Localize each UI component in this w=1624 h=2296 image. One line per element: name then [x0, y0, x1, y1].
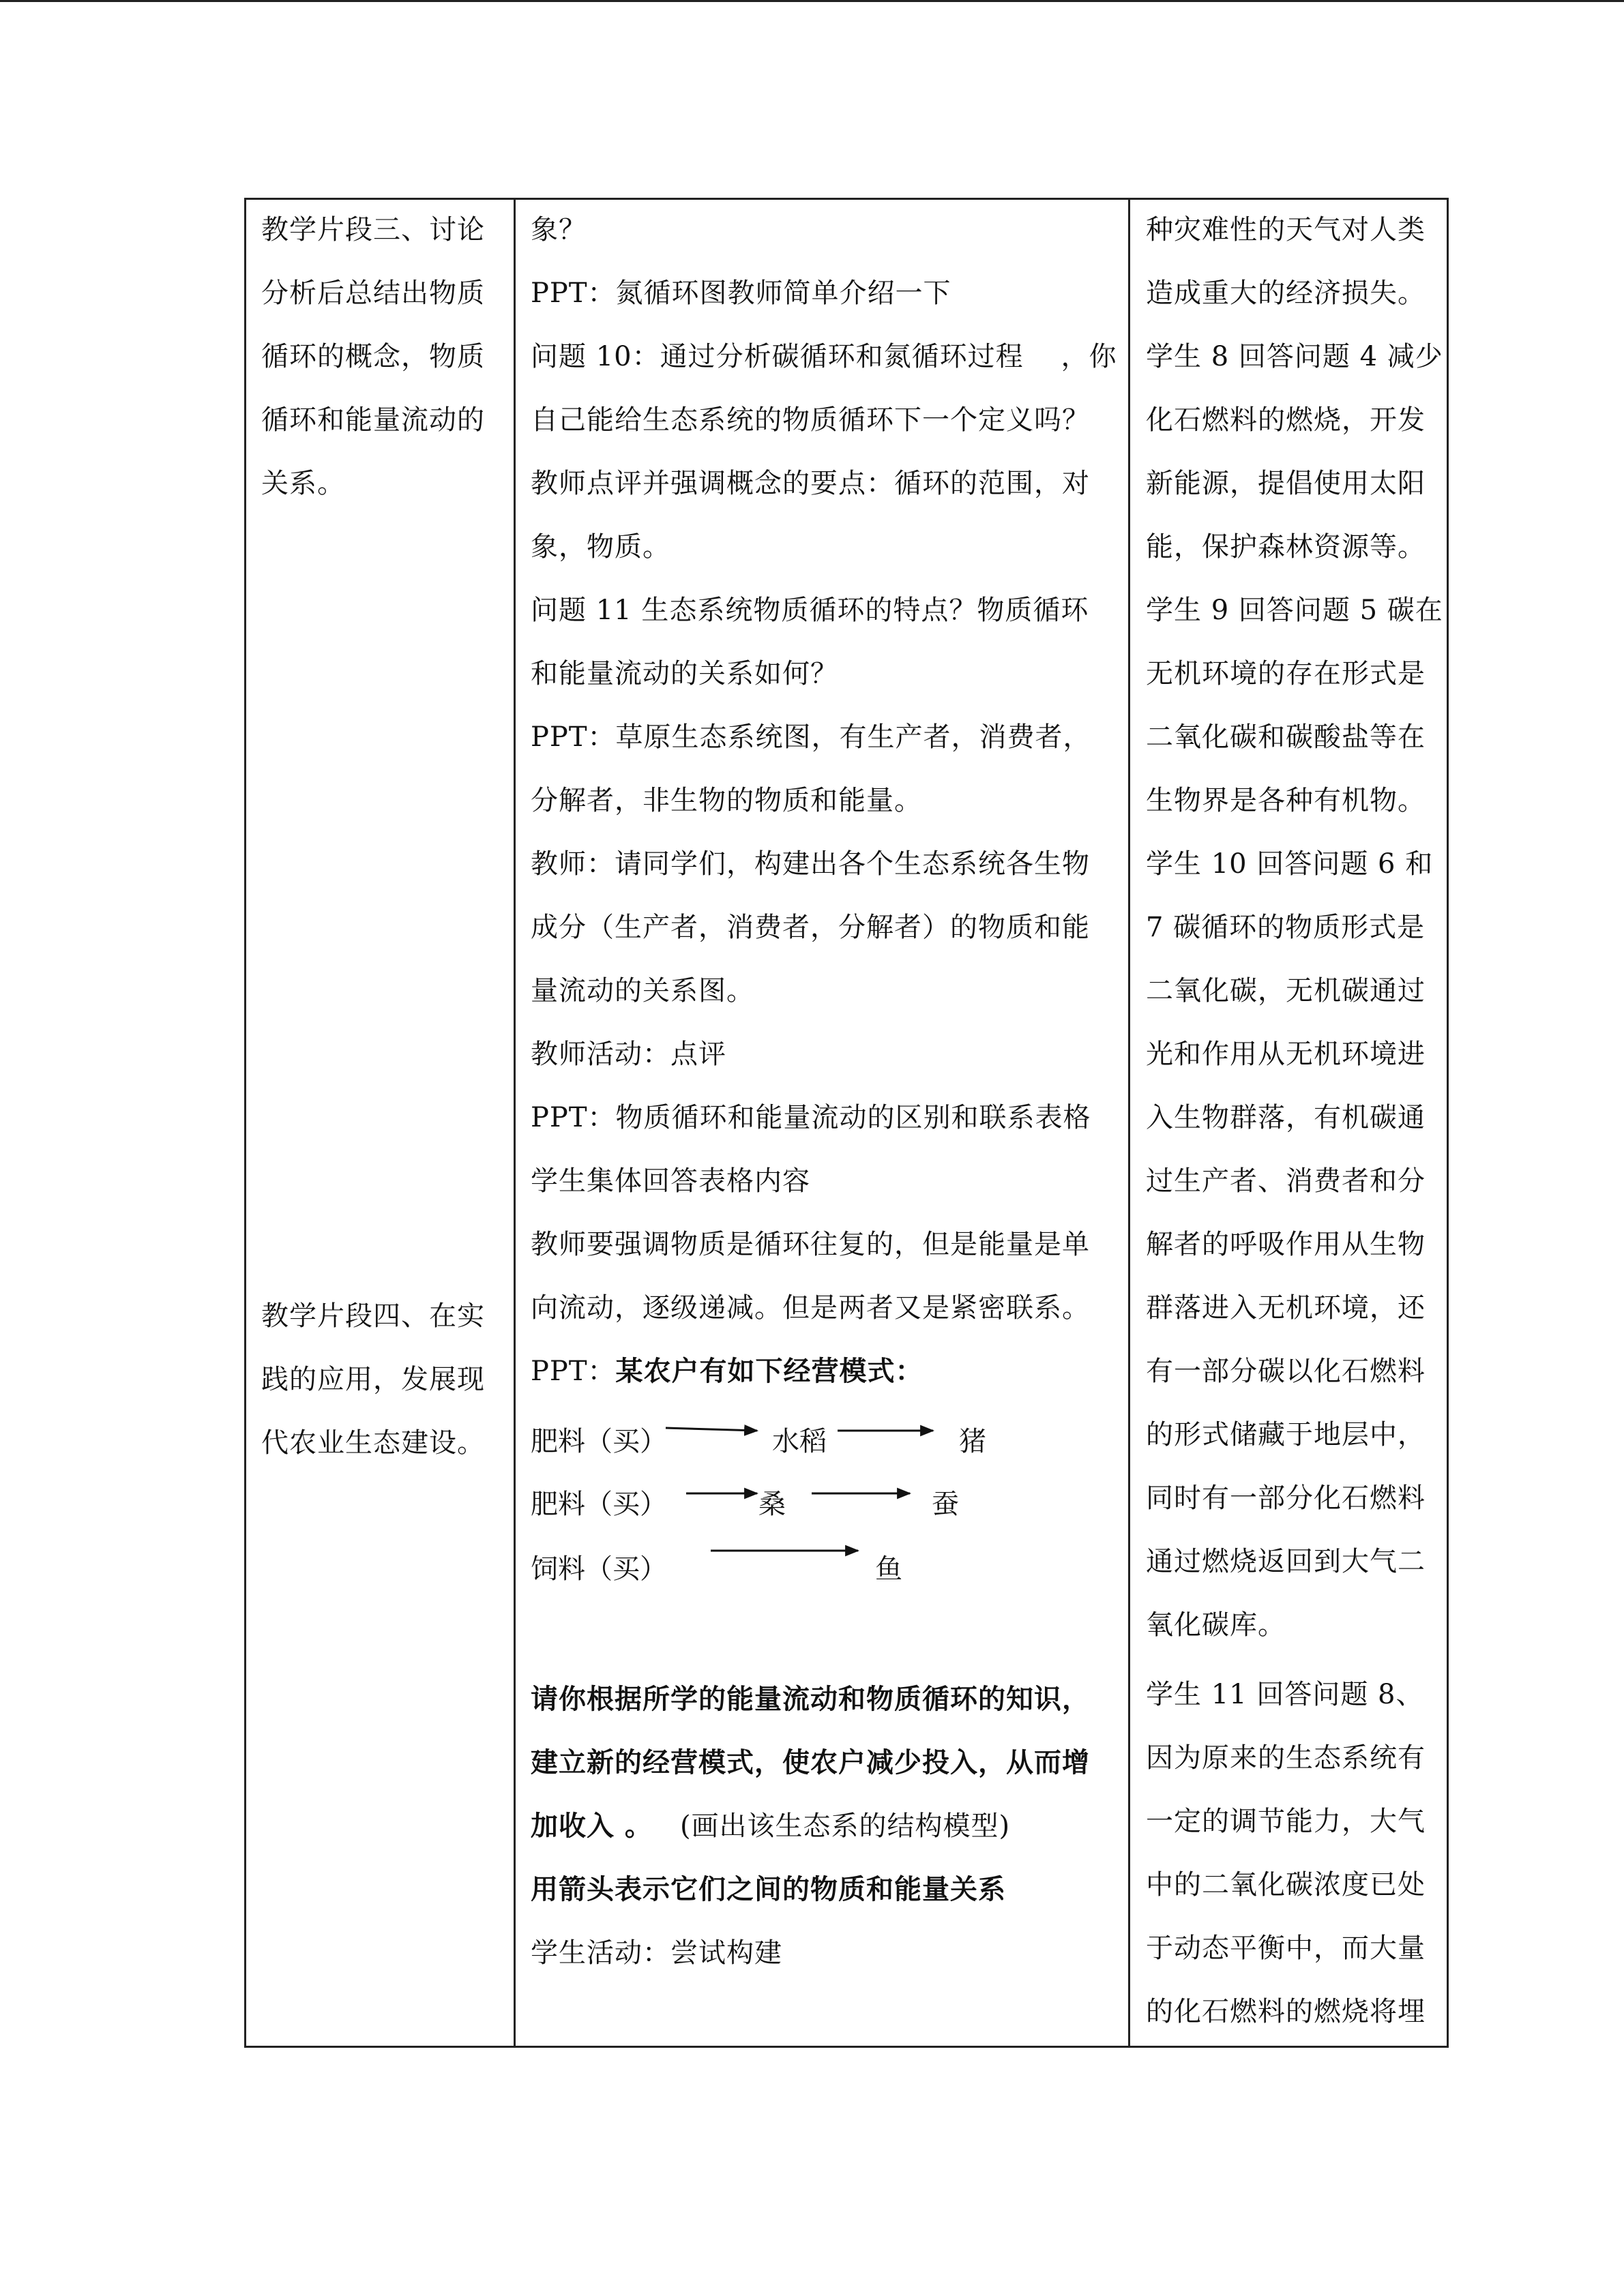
- mid-line: 教师：请同学们，构建出各个生态系统各生物: [531, 848, 1090, 880]
- left-line: 分析后总结出物质: [261, 278, 485, 309]
- right-line: 入生物群落，有机碳通: [1146, 1102, 1426, 1133]
- task-line: 请你根据所学的能量流动和物质循环的知识，: [531, 1683, 1090, 1715]
- feed-label: 饲料（买）: [531, 1553, 667, 1585]
- left-line: 代农业生态建设。: [261, 1427, 485, 1459]
- fertilizer-label: 肥料（买）: [531, 1489, 667, 1520]
- right-line: 7 碳循环的物质形式是: [1146, 912, 1426, 943]
- right-line: 无机环境的存在形式是: [1146, 658, 1426, 689]
- right-line: 同时有一部分化石燃料: [1146, 1482, 1426, 1514]
- model-note: (画出该生态系的结构模型): [679, 1810, 1011, 1842]
- arrow-hint: 用箭头表示它们之间的物质和能量关系: [531, 1873, 1006, 1905]
- right-line: 的化石燃料的燃烧将埋: [1146, 1996, 1426, 2027]
- right-line: 造成重大的经济损失。: [1146, 278, 1426, 309]
- right-line: 通过燃烧返回到大气二: [1146, 1546, 1426, 1577]
- right-line: 于动态平衡中，而大量: [1146, 1933, 1426, 1964]
- ppt-prefix: PPT：: [531, 1356, 616, 1387]
- right-line: 群落进入无机环境，还: [1146, 1292, 1426, 1324]
- fertilizer-label: 肥料（买）: [531, 1426, 667, 1457]
- mid-line: PPT：草原生态系统图，有生产者，消费者，: [531, 721, 1091, 753]
- silkworm-label: 蚕: [932, 1489, 959, 1520]
- right-line: 解者的呼吸作用从生物: [1146, 1229, 1426, 1260]
- farm-mode-title: 某农户有如下经营模式：: [615, 1355, 924, 1387]
- mid-line: 教师点评并强调概念的要点：循环的范围，对: [531, 468, 1090, 499]
- pig-label: 猪: [959, 1426, 986, 1457]
- right-line: 有一部分碳以化石燃料: [1146, 1356, 1426, 1387]
- right-line: 二氧化碳和碳酸盐等在: [1146, 721, 1426, 753]
- left-line: 教学片段三、讨论: [261, 214, 485, 245]
- left-line: 循环的概念，物质: [261, 341, 485, 372]
- mid-line: 象，物质。: [531, 531, 670, 563]
- mulberry-label: 桑: [758, 1489, 786, 1520]
- arrow-icon: [666, 1428, 757, 1431]
- right-line: 二氧化碳，无机碳通过: [1146, 975, 1426, 1007]
- right-line: 能，保护森林资源等。: [1146, 531, 1426, 563]
- mid-line: 教师要强调物质是循环往复的，但是能量是单: [531, 1229, 1090, 1260]
- right-line: 中的二氧化碳浓度已处: [1146, 1869, 1426, 1900]
- right-line: 化石燃料的燃烧，开发: [1146, 404, 1426, 436]
- right-line: 学生 8 回答问题 4 减少: [1146, 341, 1443, 372]
- mid-line: 象？: [531, 214, 587, 245]
- mid-line: PPT：氮循环图教师简单介绍一下: [531, 278, 951, 309]
- mid-line: 学生集体回答表格内容: [531, 1165, 810, 1197]
- rice-label: 水稻: [772, 1426, 827, 1457]
- right-line: 因为原来的生态系统有: [1146, 1742, 1426, 1774]
- mid-line: 问题 10：通过分析碳循环和氮循环过程 ，你: [531, 341, 1117, 372]
- mid-line: 向流动，逐级递减。但是两者又是紧密联系。: [531, 1292, 1090, 1324]
- mid-line: 分解者，非生物的物质和能量。: [531, 785, 922, 816]
- task-line: 建立新的经营模式，使农户减少投入，从而增: [531, 1746, 1090, 1778]
- student-activity: 学生活动：尝试构建: [531, 1937, 782, 1969]
- mid-line: 自己能给生态系统的物质循环下一个定义吗？: [531, 404, 1090, 436]
- task-line: [531, 1810, 1010, 1842]
- right-line: 学生 10 回答问题 6 和: [1146, 848, 1434, 880]
- right-line: 学生 11 回答问题 8、: [1146, 1679, 1424, 1710]
- mid-line: 和能量流动的关系如何？: [531, 658, 838, 689]
- left-line: 教学片段四、在实: [261, 1300, 485, 1332]
- mid-line: 问题 11 生态系统物质循环的特点？物质循环: [531, 595, 1089, 626]
- right-line: 学生 9 回答问题 5 碳在: [1146, 595, 1443, 626]
- right-line: 光和作用从无机环境进: [1146, 1039, 1426, 1070]
- mid-line: 量流动的关系图。: [531, 975, 754, 1007]
- mid-line: 教师活动：点评: [531, 1039, 726, 1070]
- right-line: 种灾难性的天气对人类: [1146, 214, 1426, 245]
- left-line: 践的应用，发展现: [261, 1364, 485, 1395]
- left-line: 循环和能量流动的: [261, 404, 485, 436]
- left-line: 关系。: [261, 468, 345, 499]
- gain-text: 加收入 。: [531, 1810, 653, 1842]
- right-line: 过生产者、消费者和分: [1146, 1165, 1426, 1197]
- right-line: 一定的调节能力，大气: [1146, 1806, 1426, 1837]
- right-line: 新能源，提倡使用太阳: [1146, 468, 1426, 499]
- right-line: 生物界是各种有机物。: [1146, 785, 1426, 816]
- right-line: 氧化碳库。: [1146, 1609, 1286, 1641]
- mid-line: PPT：物质循环和能量流动的区别和联系表格: [531, 1102, 1091, 1133]
- right-line: 的形式储藏于地层中，: [1146, 1419, 1426, 1450]
- fish-label: 鱼: [875, 1553, 902, 1585]
- mid-line: 成分（生产者，消费者，分解者）的物质和能: [531, 912, 1090, 943]
